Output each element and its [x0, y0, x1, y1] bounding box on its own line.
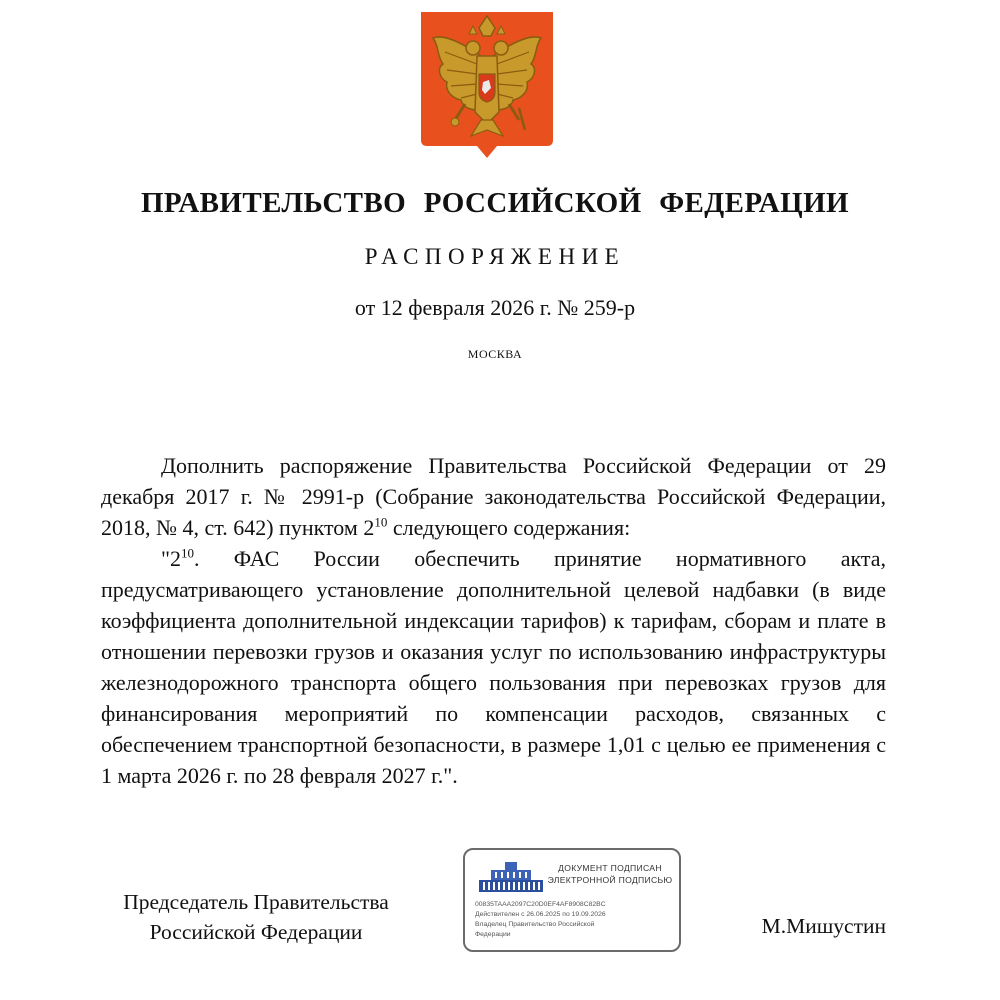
document-date-number: от 12 февраля 2026 г. № 259-р — [354, 295, 636, 320]
stamp-heading-line1: ДОКУМЕНТ ПОДПИСАН — [558, 863, 662, 873]
stamp-validity: Действителен с 26.06.2025 по 19.09.2026 — [475, 911, 606, 918]
electronic-signature-stamp — [463, 848, 681, 952]
document-body — [101, 450, 886, 791]
paragraph-1-text: Дополнить распоряжение Правительства Российской Федерации от 29 декабря 2017 г. № 2991-р (Собрание законодательства Российской Федерации, 2018, № 4, ст. 642) пунктом 2 — [101, 453, 886, 540]
stamp-certificate: 00835TAAA2097C20D0EF4AF8908C82BC — [475, 901, 606, 908]
document-type: РАСПОРЯЖЕНИЕ — [364, 244, 626, 269]
paragraph-2-quote-start: "2 — [161, 546, 181, 571]
stamp-owner: Владелец Правительство Российской — [475, 921, 595, 928]
signatory-title — [101, 887, 411, 947]
superscript: 10 — [180, 545, 194, 561]
government-title: ПРАВИТЕЛЬСТВО РОССИЙСКОЙ ФЕДЕРАЦИИ — [140, 187, 850, 219]
signatory-title-line1: Председатель Правительства — [123, 890, 389, 914]
stamp-owner-cont: Федерации — [475, 931, 511, 938]
city-name: МОСКВА — [467, 347, 523, 361]
stamp-heading — [541, 862, 679, 886]
coat-of-arms-icon — [421, 12, 553, 158]
government-building-icon — [477, 860, 545, 894]
superscript: 10 — [374, 514, 388, 530]
paragraph-2 — [101, 543, 886, 791]
signatory-title-line2: Российской Федерации — [149, 920, 363, 944]
paragraph-2-text: . ФАС России обеспечить принятие нормативного акта, предусматривающего установление дополнительной целевой надбавки (в виде коэффициента дополнительной индексации тарифов) к тарифам, сборам и плате в отношении перевозки грузов и оказания услуг по использованию инфраструктуры железнодорожного транспорта общего пользования при перевозках грузов для финансирования мероприятий по компенсации расходов, связанных с обеспечением транспортной безопасности, в размере 1,01 с целью ее применения с 1 марта 2026 г. по 28 февраля 2027 г.". — [101, 546, 886, 788]
stamp-heading-line2: ЭЛЕКТРОННОЙ ПОДПИСЬЮ — [547, 875, 673, 885]
signatory-name: М.Мишустин — [761, 914, 886, 938]
paragraph-1 — [101, 450, 886, 543]
stamp-details — [475, 900, 675, 940]
paragraph-1-text-end: следующего содержания: — [387, 515, 631, 540]
